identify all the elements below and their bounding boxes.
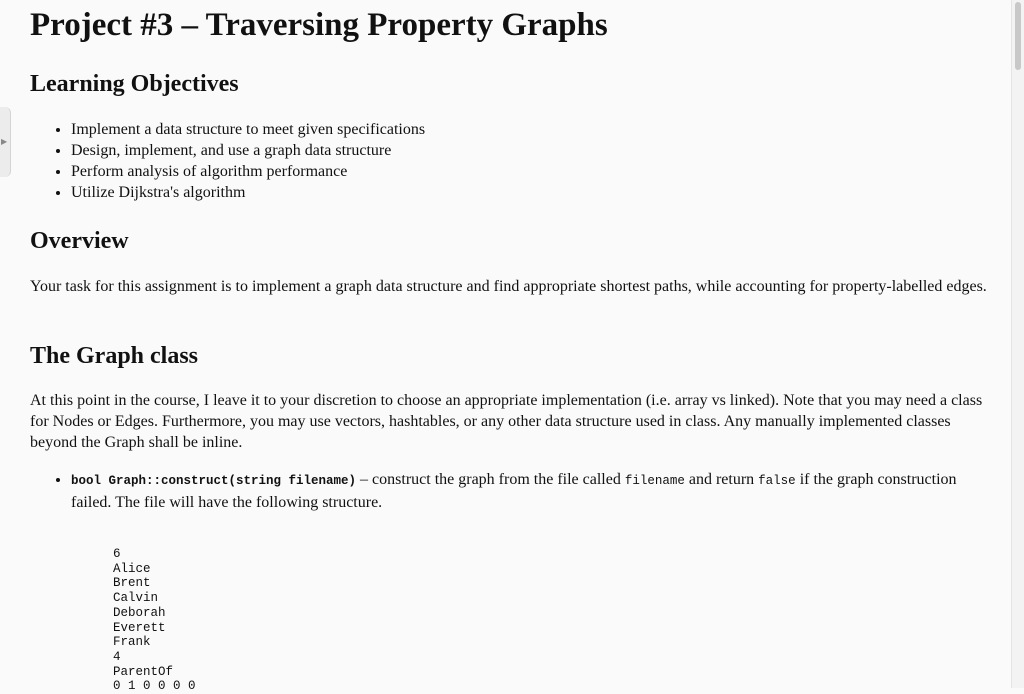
file-sample-line: 4 [113,649,121,664]
file-sample-line: Everett [113,620,166,635]
file-format-sample [113,547,196,694]
false-keyword: false [758,474,796,488]
expand-arrow-icon: ▶ [1,137,8,146]
overview-heading: Overview [30,228,129,254]
file-sample-line: Brent [113,576,151,591]
list-item: • Implement a data structure to meet given specifications [71,119,425,140]
vertical-scrollbar[interactable] [1011,0,1024,688]
file-sample-line: 0 1 0 0 0 0 [113,679,196,694]
page-title: Project #3 – Traversing Property Graphs [30,7,608,43]
file-sample-line: Alice [113,561,151,576]
file-sample-line: Deborah [113,605,166,620]
graph-class-heading: The Graph class [30,343,199,369]
construct-desc-3: if the graph construction failed. The file will have the following structure. [71,471,957,511]
list-item: • Perform analysis of algorithm performance [71,161,425,182]
scrollbar-thumb[interactable] [1015,2,1021,70]
construct-desc: – construct the graph from the file called [356,471,625,488]
sidebar-toggle-tab[interactable] [0,107,11,177]
construct-signature: bool Graph::construct(string filename) [71,474,357,488]
file-sample-line: 6 [113,547,121,561]
objectives-list [30,119,425,203]
methods-list [30,469,990,513]
overview-paragraph: Your task for this assignment is to implement a graph data structure and find appropriate shortest paths, while accounting for property-labelled edges. [30,278,987,295]
filename-param: filename [624,474,685,488]
file-sample-line: Calvin [113,591,159,606]
list-item: • Design, implement, and use a graph data structure [71,140,425,161]
construct-method-item [71,469,990,513]
file-sample-line: Frank [113,635,151,650]
file-sample-line: ParentOf [113,664,174,679]
list-item: • Utilize Dijkstra's algorithm [71,182,425,203]
graph-class-paragraph: At this point in the course, I leave it to your discretion to choose an appropriate implementation (i.e. array vs linked). Note that you may need a class for Nodes or Edges. Furthermore, you may use vectors, hashtables, or any other data structure used in class. Any manually implemented classes beyond the Graph shall be inline. [30,392,983,451]
objectives-heading: Learning Objectives [30,71,239,97]
construct-desc-2: and return [684,471,759,488]
